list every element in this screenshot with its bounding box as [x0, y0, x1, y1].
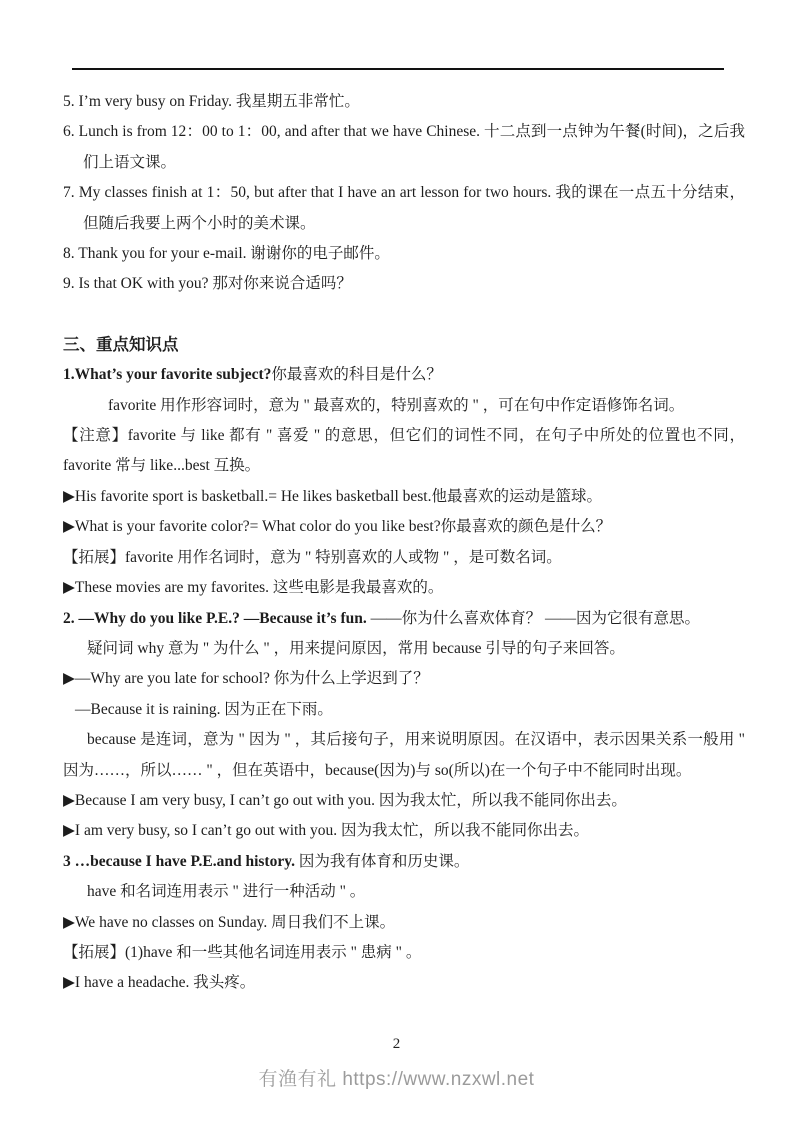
section-heading — [63, 330, 745, 360]
body-text: 你最喜欢的科目是什么？ — [271, 366, 442, 384]
body-text: 8. Thank you for your e-mail. 谢谢你的电子邮件。 — [63, 245, 390, 263]
text-line — [63, 543, 745, 573]
sentence-item — [63, 269, 745, 299]
text-line — [63, 573, 745, 603]
body-text: because 是连词，意为 " 因为 " ，其后接句子，用来说明原因。在汉语中，表示因果关系一般用 " 因为……，所以…… " ，但在英语中，because(因为)与 so(所以)在一个句子中不能同时出现。 — [63, 731, 745, 779]
text-line — [63, 421, 745, 482]
text-line — [63, 664, 745, 694]
body-text: ▶These movies are my favorites. 这些电影是我最喜欢的。 — [63, 579, 444, 597]
body-text: ▶Because I am very busy, I can’t go out with you. 因为我太忙，所以我不能同你出去。 — [63, 791, 627, 809]
text-line — [63, 634, 745, 664]
page-number: 2 — [392, 1036, 401, 1052]
sentence-item — [63, 239, 745, 269]
text-line — [63, 391, 745, 421]
body-text: 5. I’m very busy on Friday. 我星期五非常忙。 — [63, 93, 360, 110]
body-text: 【拓展】(1)have 和一些其他名词连用表示 " 患病 " 。 — [63, 943, 422, 961]
text-line — [63, 786, 745, 816]
text-line — [63, 908, 745, 938]
body-text: ▶What is your favorite color?= What color do you like best?你最喜欢的颜色是什么？ — [63, 518, 612, 536]
body-text: 9. Is that OK with you? 那对你来说合适吗？ — [63, 275, 352, 293]
sentence-item — [63, 87, 745, 117]
bold-text: 2. —Why do you like P.E.? —Because it’s fun. — [63, 609, 367, 627]
bold-text: 三、重点知识点 — [63, 335, 179, 354]
body-text: ▶We have no classes on Sunday. 周日我们不上课。 — [63, 913, 396, 931]
body-text: 【拓展】favorite 用作名词时，意为 " 特别喜欢的人或物 " ，是可数名词。 — [63, 548, 562, 566]
body-text: have 和名词连用表示 " 进行一种活动 " 。 — [87, 883, 366, 901]
key-point-line — [63, 847, 745, 877]
body-text: ▶—Why are you late for school? 你为什么上学迟到了？ — [63, 670, 429, 688]
body-text: 6. Lunch is from 12：00 to 1：00, and after that we have Chinese. 十二点到一点钟为午餐(时间)，之后我们上语文课。 — [63, 123, 745, 171]
bold-text: 3 …because I have P.E.and history. — [63, 852, 295, 870]
body-text: ——你为什么喜欢体育？ ——因为它很有意思。 — [366, 609, 700, 627]
text-line — [63, 482, 745, 512]
text-line — [63, 816, 745, 846]
text-line — [63, 695, 745, 725]
header-rule — [72, 68, 724, 70]
text-line — [63, 938, 745, 968]
body-text: ▶His favorite sport is basketball.= He likes basketball best.他最喜欢的运动是篮球。 — [63, 487, 602, 505]
watermark-text: 有渔有礼 https://www.nzxwl.net — [258, 1069, 535, 1090]
bold-text: 1.What’s your favorite subject? — [63, 366, 272, 384]
body-text: ▶I have a headache. 我头疼。 — [63, 974, 256, 992]
sentence-item — [63, 117, 745, 178]
sentence-item — [63, 178, 745, 239]
text-line — [63, 968, 745, 998]
document-body — [63, 87, 745, 999]
text-line — [63, 877, 745, 907]
body-text: 疑问词 why 意为 " 为什么 " ，用来提问原因，常用 because 引导的句子来回答。 — [87, 639, 625, 657]
body-text: —Because it is raining. 因为正在下雨。 — [75, 700, 333, 718]
body-text: 【注意】favorite 与 like 都有 " 喜爱 " 的意思，但它们的词性不同，在句子中所处的位置也不同，favorite 常与 like...best 互换。 — [63, 427, 745, 475]
key-point-line — [63, 604, 745, 634]
body-text: 7. My classes finish at 1：50, but after that I have an art lesson for two hours. 我的课在一点五十分结束，但随后我要上两个小时的美术课。 — [63, 184, 745, 232]
body-text: 因为我有体育和历史课。 — [294, 852, 470, 870]
body-text: favorite 用作形容词时，意为 " 最喜欢的，特别喜欢的 " ，可在句中作定语修饰名词。 — [108, 396, 685, 414]
key-point-line — [63, 360, 745, 390]
text-line — [63, 512, 745, 542]
text-line — [63, 725, 745, 786]
body-text: ▶I am very busy, so I can’t go out with you. 因为我太忙，所以我不能同你出去。 — [63, 822, 589, 840]
